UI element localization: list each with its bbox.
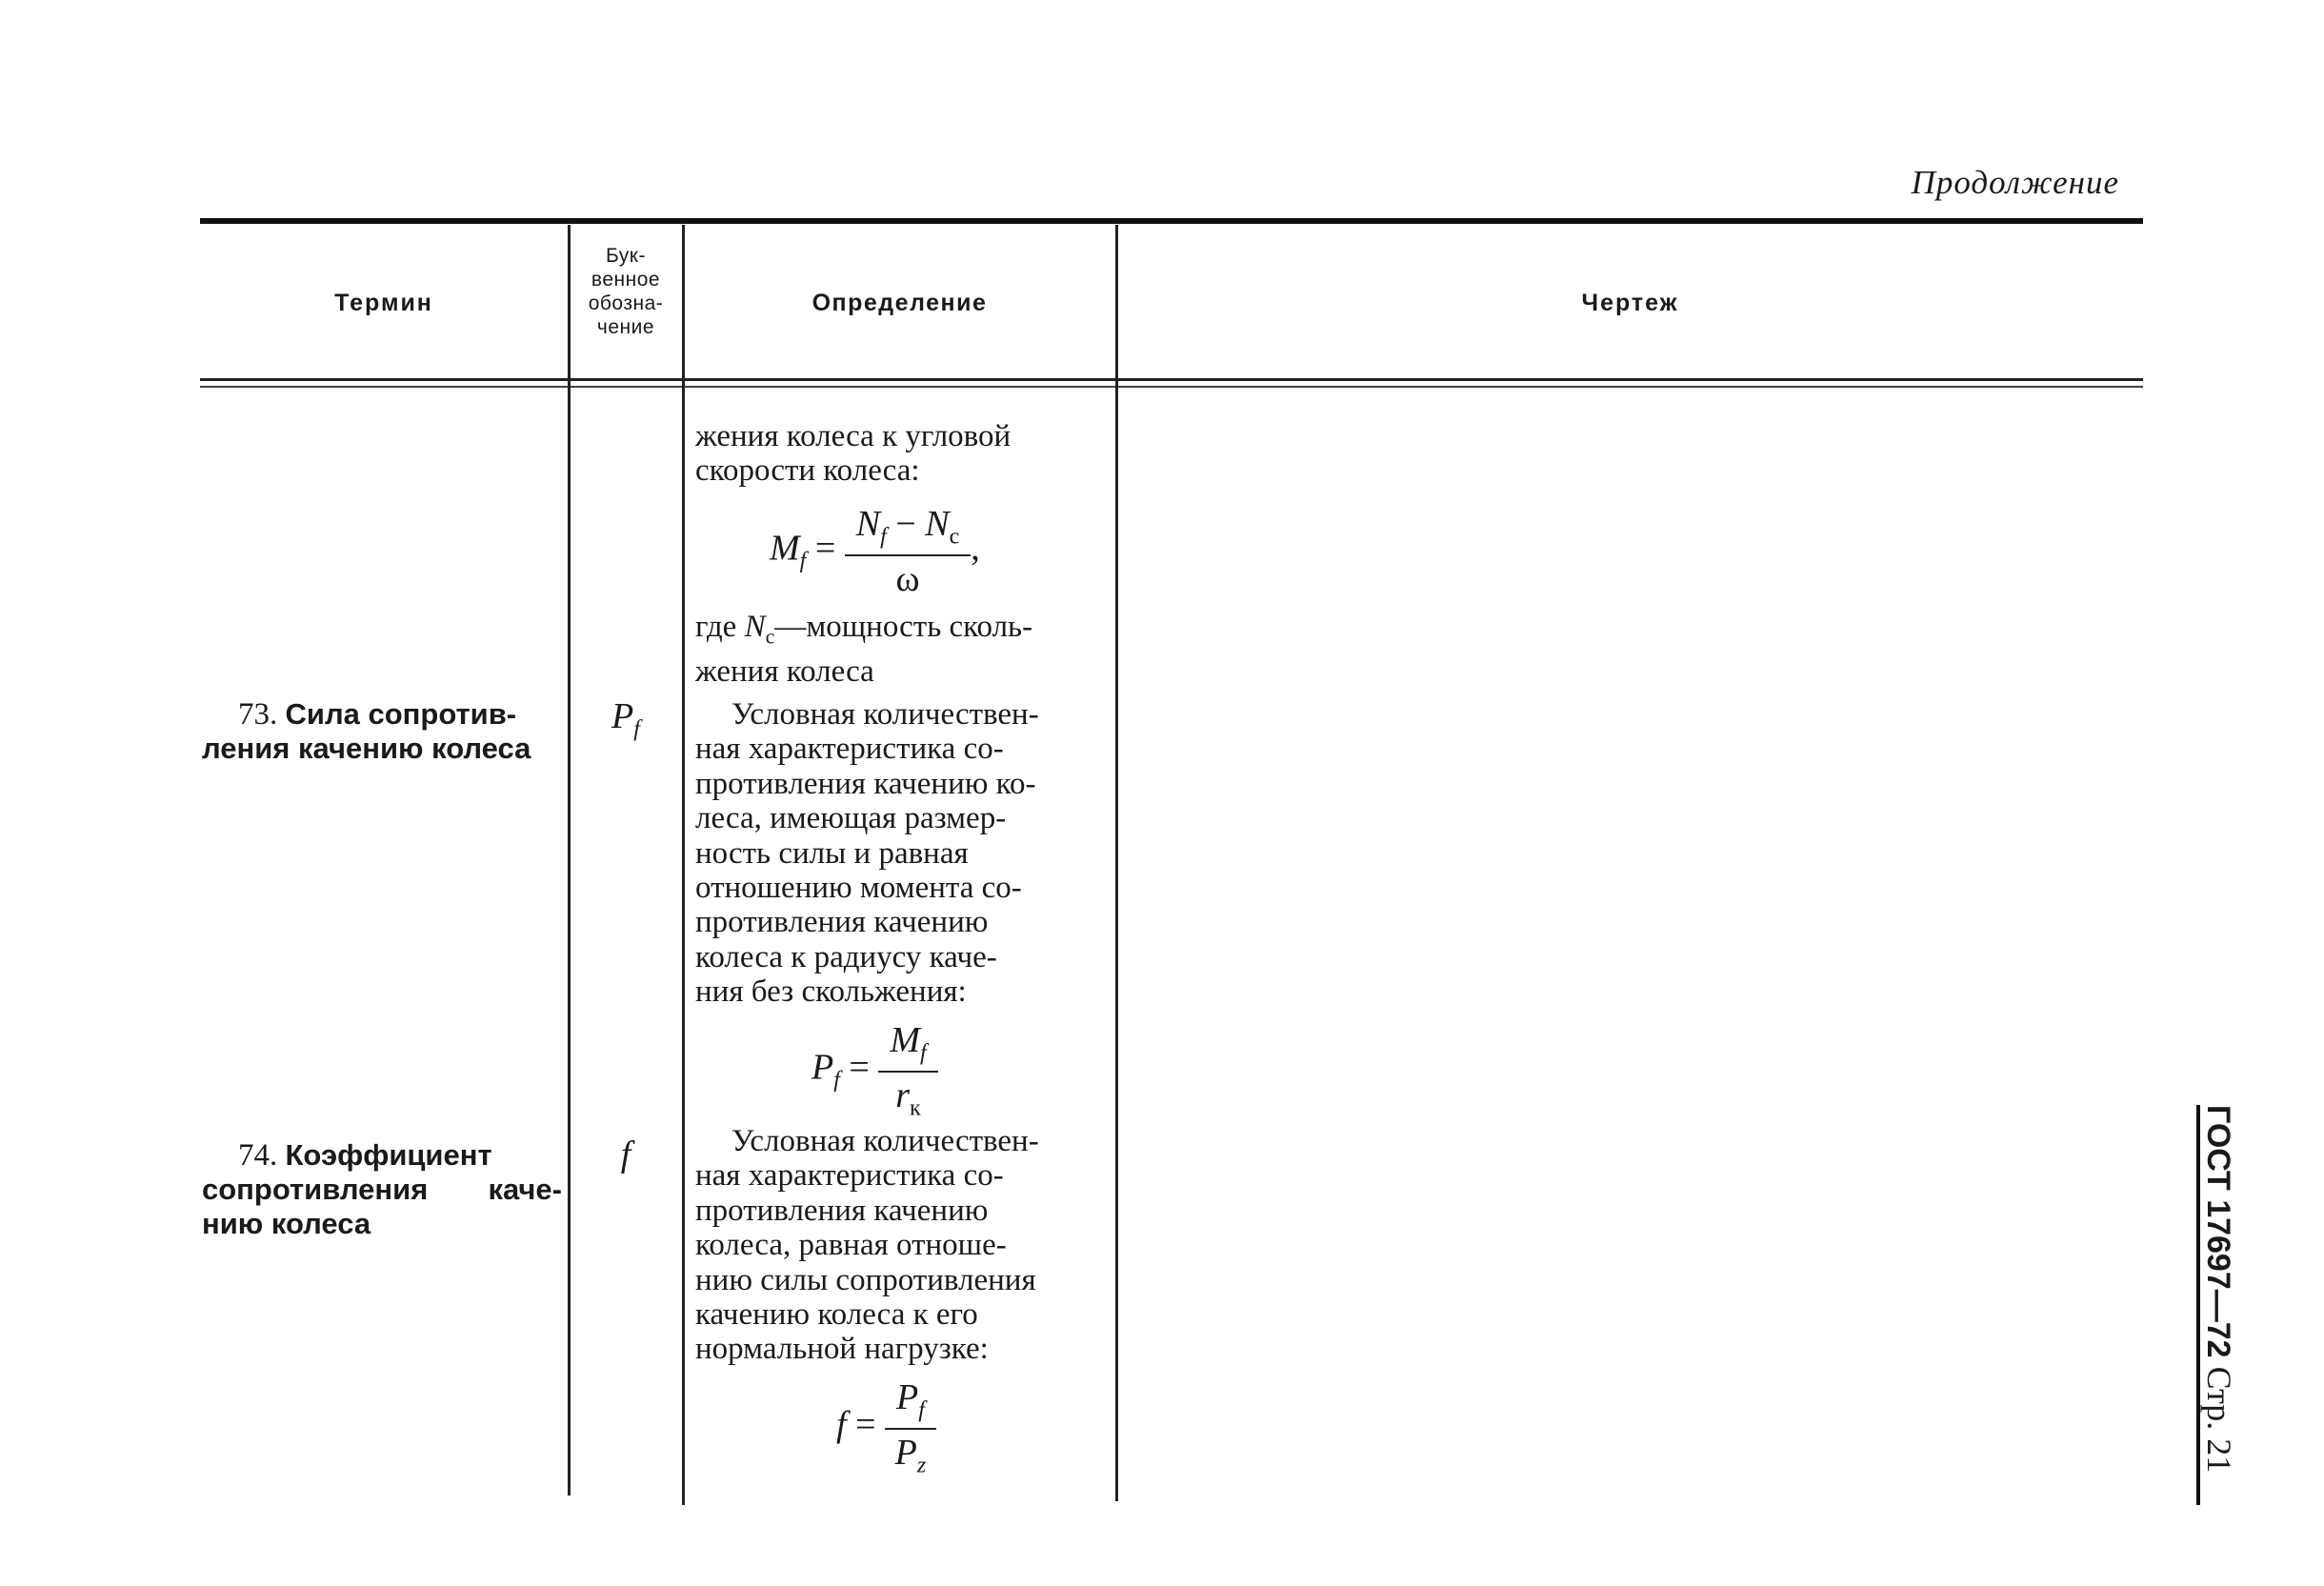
column-header-letter-line: чение (596, 316, 655, 338)
definition-line: отношению момента со- (695, 871, 1022, 906)
term-entry-74: 74. Коэффициент сопротивления каче- нию колеса (202, 1138, 562, 1240)
definition-line: жения колеса к угловой (695, 419, 1012, 453)
column-header-letter-line: Бук- (605, 245, 646, 267)
term-entry-73: 73. Сила сопротив- ления качению колеса (202, 697, 531, 765)
column-header-letter (570, 244, 682, 339)
table-top-rule (200, 218, 2143, 224)
fraction: $\frac{P_f}{P_z}$ (885, 1376, 936, 1478)
symbol-entry-74: f (620, 1134, 631, 1174)
column-header-definition: Определение (811, 290, 988, 316)
formula-moment: $M_f$ = $\frac{N_f - N_с}{\omega}$ , (770, 504, 980, 599)
definition-line: противления качению (695, 1193, 989, 1228)
column-divider-2 (682, 225, 685, 1505)
definition-entry-73 (695, 697, 1111, 1010)
symbol-entry-73: $P_f$ (611, 696, 640, 742)
continuation-caption: Продолжение (1911, 164, 2119, 201)
definition-line: леса, имеющая размер- (695, 801, 1007, 836)
definition-line: противления качению ко- (695, 766, 1036, 801)
fraction: $\frac{M_f}{r_к}$ (878, 1019, 937, 1121)
definition-line: жения колеса (695, 654, 874, 689)
definition-continuation (695, 419, 1111, 489)
formula-rolling-force: $P_f$ = $\frac{M_f}{r_к}$ (811, 1019, 938, 1121)
column-divider-3 (1115, 225, 1118, 1501)
column-header-term: Термин (334, 290, 433, 316)
definition-line: нию силы сопротивления (695, 1262, 1036, 1297)
column-header-drawing: Чертеж (1581, 290, 1679, 316)
definition-line: колеса, равная отноше- (695, 1228, 1007, 1263)
header-bottom-rule (200, 378, 2143, 381)
column-header-letter-line: обозна- (588, 292, 664, 314)
definition-line: качению колеса к его (695, 1297, 978, 1333)
definition-line: ния без скольжения: (695, 974, 967, 1010)
definition-line: ная характеристика со- (695, 732, 1004, 767)
standard-page-label (2191, 1105, 2244, 1505)
definition-line: скорости колеса: (695, 453, 920, 489)
definition-line: ность силы и равная (695, 835, 969, 871)
page-number: Стр. 21 (2200, 1366, 2238, 1474)
definition-line: нормальной нагрузке: (695, 1332, 989, 1367)
definition-line: колеса к радиусу каче- (695, 939, 997, 974)
definition-line: где $N_с—мощность$ сколь- (695, 610, 1033, 649)
header-bottom-rule-secondary (200, 386, 2143, 388)
standard-number: ГОСТ 17697—72 (2200, 1105, 2236, 1358)
fraction: $\frac{N_f - N_с}{\omega}$ (845, 503, 971, 600)
column-divider-1 (568, 225, 571, 1496)
formula-rolling-coefficient: f = $\frac{P_f}{P_z}$ (836, 1376, 936, 1478)
column-header-letter-line: венное (591, 269, 661, 291)
definition-where (695, 610, 1111, 689)
definition-line: Условная количествен- (731, 697, 1039, 732)
definition-line: Условная количествен- (731, 1124, 1039, 1158)
definition-entry-74 (695, 1124, 1111, 1367)
definition-line: противления качению (695, 905, 989, 940)
definition-line: ная характеристика со- (695, 1158, 1004, 1194)
